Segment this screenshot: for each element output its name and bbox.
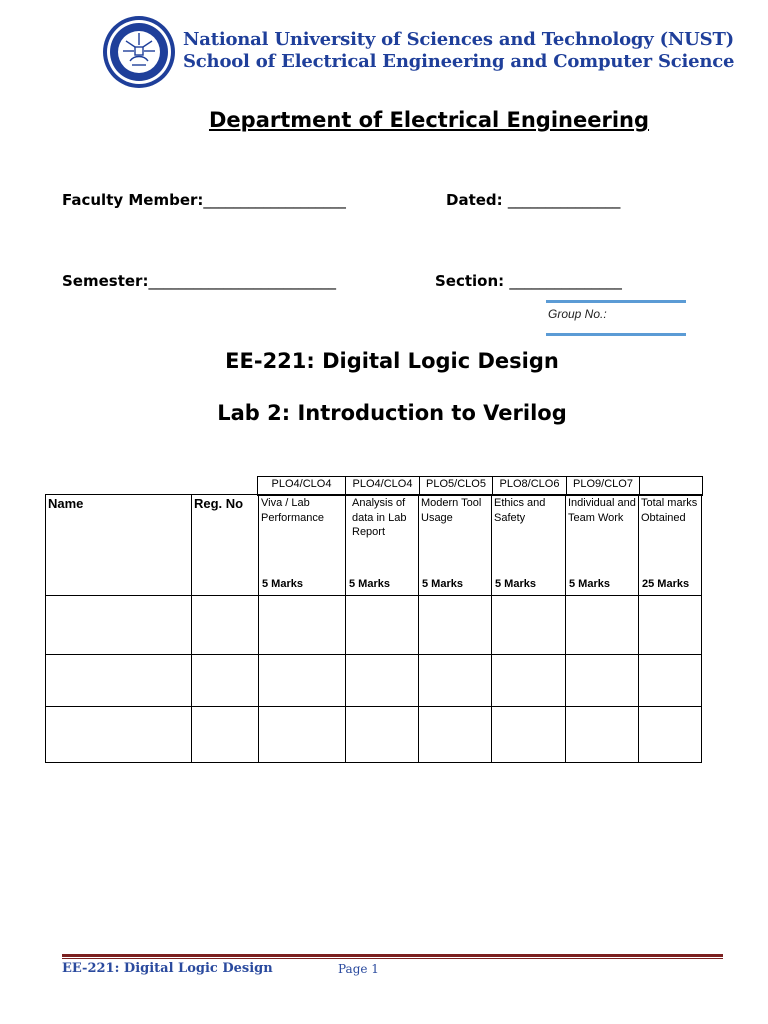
student-row — [46, 655, 702, 707]
department-title: Department of Electrical Engineering — [208, 108, 650, 132]
section-label: Section: — [435, 272, 505, 290]
criteria-header — [419, 495, 492, 596]
criteria-marks: 5 Marks — [569, 578, 610, 590]
reg-no-header — [192, 495, 259, 596]
footer-course: EE-221: Digital Logic Design — [62, 961, 273, 976]
student-row — [46, 596, 702, 655]
footer-page-number: Page 1 — [338, 962, 379, 976]
section-field — [435, 272, 622, 290]
faculty-label: Faculty Member: — [62, 191, 204, 209]
clo-header-row — [258, 477, 703, 496]
clo-header-cell: PLO4/CLO4 — [258, 477, 346, 496]
criteria-header — [492, 495, 566, 596]
criteria-label: Modern Tool Usage — [421, 497, 482, 524]
mark-cell[interactable] — [492, 707, 566, 763]
total-cell[interactable] — [639, 596, 702, 655]
lab-title: Lab 2: Introduction to Verilog — [217, 401, 567, 425]
reg-no-cell[interactable] — [192, 707, 259, 763]
criteria-marks: 5 Marks — [349, 578, 390, 590]
name-cell[interactable] — [46, 596, 192, 655]
criteria-header — [259, 495, 346, 596]
reg-no-header-label: Reg. No — [194, 496, 244, 511]
student-row — [46, 707, 702, 763]
dated-label: Dated: — [446, 191, 503, 209]
criteria-label: Individual and Team Work — [568, 497, 636, 524]
footer-rule-thick — [62, 954, 723, 957]
dated-blank: _______________ — [507, 191, 621, 209]
criteria-marks: 5 Marks — [422, 578, 463, 590]
criteria-marks: 5 Marks — [262, 578, 303, 590]
mark-cell[interactable] — [346, 596, 419, 655]
semester-label: Semester: — [62, 272, 149, 290]
mark-cell[interactable] — [566, 707, 639, 763]
criteria-marks: 5 Marks — [495, 578, 536, 590]
name-header — [46, 495, 192, 596]
semester-field — [62, 272, 336, 290]
criteria-header — [566, 495, 639, 596]
name-cell[interactable] — [46, 655, 192, 707]
group-no-label: Group No.: — [548, 307, 607, 321]
university-name: National University of Sciences and Technology (NUST) — [183, 29, 734, 50]
marks-header-row — [46, 495, 702, 596]
total-cell[interactable] — [639, 655, 702, 707]
faculty-blank: ___________________ — [203, 191, 346, 209]
mark-cell[interactable] — [492, 596, 566, 655]
reg-no-cell[interactable] — [192, 655, 259, 707]
mark-cell[interactable] — [346, 707, 419, 763]
mark-cell[interactable] — [259, 707, 346, 763]
criteria-label: Viva / Lab Performance — [261, 497, 324, 524]
mark-cell[interactable] — [346, 655, 419, 707]
section-blank: _______________ — [509, 272, 622, 290]
name-cell[interactable] — [46, 707, 192, 763]
mark-cell[interactable] — [259, 655, 346, 707]
nust-logo — [102, 15, 176, 89]
mark-cell[interactable] — [566, 596, 639, 655]
name-header-label: Name — [48, 496, 84, 511]
criteria-header — [346, 495, 419, 596]
school-name: School of Electrical Engineering and Computer Science — [183, 51, 735, 72]
criteria-label: Total marks Obtained — [641, 497, 698, 524]
mark-cell[interactable] — [259, 596, 346, 655]
clo-header-table — [257, 476, 703, 496]
dated-field — [446, 191, 620, 209]
criteria-label: Ethics and Safety — [494, 497, 546, 524]
mark-cell[interactable] — [419, 596, 492, 655]
mark-cell[interactable] — [419, 707, 492, 763]
total-cell[interactable] — [639, 707, 702, 763]
mark-cell[interactable] — [492, 655, 566, 707]
clo-header-cell: PLO9/CLO7 — [567, 477, 640, 496]
group-box-bottom-border — [546, 333, 686, 336]
group-box-top-border — [546, 300, 686, 303]
criteria-header — [639, 495, 702, 596]
criteria-marks: 25 Marks — [642, 578, 690, 590]
mark-cell[interactable] — [566, 655, 639, 707]
course-title: EE-221: Digital Logic Design — [225, 349, 559, 373]
reg-no-cell[interactable] — [192, 596, 259, 655]
clo-header-cell: PLO5/CLO5 — [420, 477, 493, 496]
faculty-field — [62, 191, 346, 209]
footer-rule-thin — [62, 958, 723, 959]
clo-header-cell — [640, 477, 703, 496]
marks-table — [45, 494, 702, 763]
mark-cell[interactable] — [419, 655, 492, 707]
semester-blank: _________________________ — [148, 272, 336, 290]
clo-header-cell: PLO4/CLO4 — [346, 477, 420, 496]
clo-header-cell: PLO8/CLO6 — [493, 477, 567, 496]
criteria-label: Analysis of data in Lab Report — [352, 497, 407, 538]
